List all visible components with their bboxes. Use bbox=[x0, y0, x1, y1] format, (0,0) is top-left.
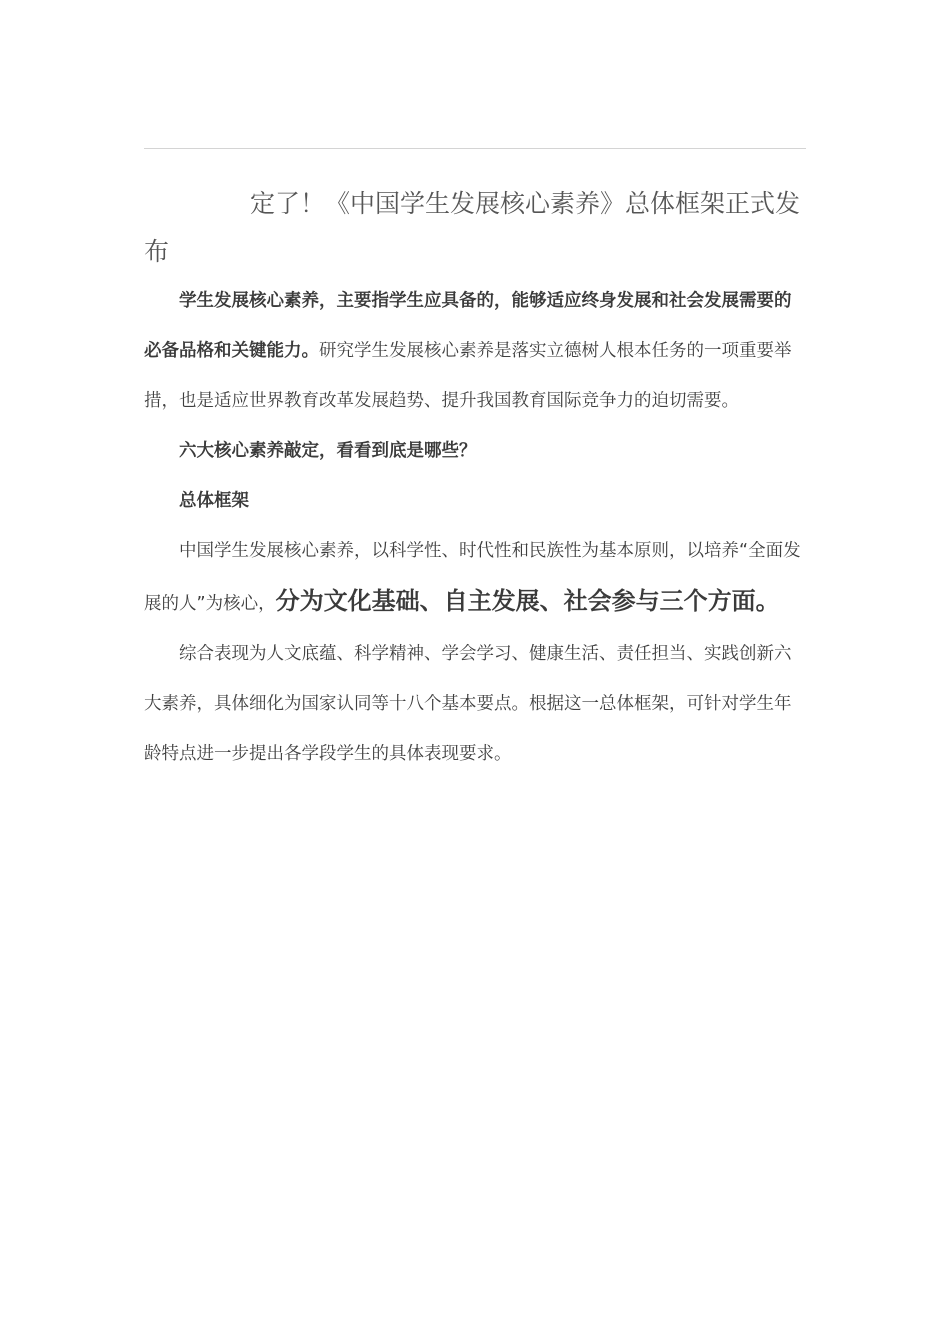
intro-paragraph bbox=[144, 276, 806, 426]
framework-highlight: 分为文化基础、自主发展、社会参与三个方面。 bbox=[275, 587, 780, 615]
section-heading: 总体框架 bbox=[179, 491, 249, 511]
header-divider bbox=[144, 148, 806, 149]
summary-paragraph: 综合表现为人文底蕴、科学精神、学会学习、健康生活、责任担当、实践创新六大素养，具体细化为国家认同等十八个基本要点。根据这一总体框架，可针对学生年龄特点进一步提出各学段学生的具体表现要求。 bbox=[144, 644, 792, 764]
framework-paragraph bbox=[144, 526, 806, 629]
intro-bold-text: 学生发展核心素养，主要指学生应具备的，能够适应终身发展和社会发展需要的必备品格和关键能力。 bbox=[144, 291, 792, 361]
framework-text: 中国学生发展核心素养，以科学性、时代性和民族性为基本原则，以培养“全面发展的人”为核心， bbox=[144, 541, 801, 614]
intro-rest-text: 研究学生发展核心素养是落实立德树人根本任务的一项重要举措，也是适应世界教育改革发展趋势、提升我国教育国际竞争力的迫切需要。 bbox=[144, 341, 792, 411]
article-body bbox=[144, 276, 806, 779]
article-title: 定了！《中国学生发展核心素养》总体框架正式发布 bbox=[144, 189, 801, 266]
question-heading: 六大核心素养敲定，看看到底是哪些？ bbox=[179, 441, 477, 461]
